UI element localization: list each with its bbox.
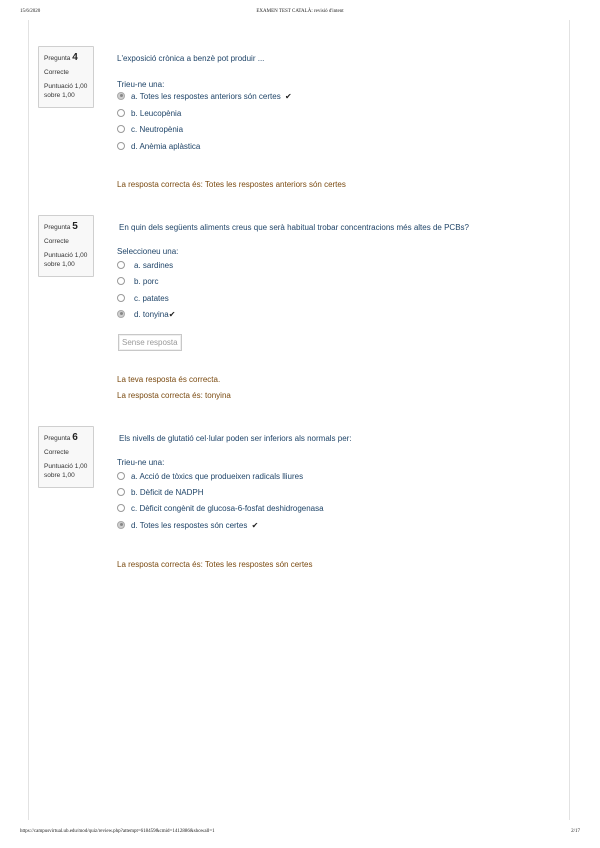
- print-footer: [0, 829, 600, 837]
- answer-prompt: Trieu-ne una:: [117, 80, 165, 89]
- radio-checked-icon[interactable]: [117, 310, 125, 318]
- print-url[interactable]: https://campusvirtual.ub.edu/mod/quiz/review.php?attempt=618459&cmid=1412886&showall=1: [20, 829, 215, 834]
- print-page-number: 2/17: [571, 829, 580, 834]
- option-label: d. tonyina: [134, 310, 169, 319]
- radio-checked-icon[interactable]: [117, 92, 125, 100]
- correct-answer-feedback: La resposta correcta és: Totes les respostes són certes: [117, 560, 313, 569]
- answer-option[interactable]: [117, 488, 203, 497]
- question-state: Correcte: [44, 68, 69, 76]
- answer-option[interactable]: [117, 294, 169, 303]
- answer-option[interactable]: [117, 310, 175, 319]
- answer-option[interactable]: [117, 142, 200, 151]
- question-grade-line1: Puntuació 1,00: [44, 82, 88, 90]
- option-label: c. Dèficit congènit de glucosa-6-fosfat deshidrogenasa: [131, 504, 324, 513]
- check-icon: ✔: [251, 521, 259, 530]
- radio-icon[interactable]: [117, 261, 125, 269]
- answer-option[interactable]: [117, 261, 173, 270]
- answer-option[interactable]: [117, 92, 292, 101]
- radio-icon[interactable]: [117, 142, 125, 150]
- radio-icon[interactable]: [117, 488, 125, 496]
- option-label: a. Totes les respostes anteriors són certes: [131, 92, 281, 101]
- option-label: b. Leucopènia: [131, 109, 182, 118]
- question-number: Pregunta 4: [44, 52, 78, 63]
- answer-option[interactable]: [117, 277, 158, 286]
- option-label: d. Anèmia aplàstica: [131, 142, 201, 151]
- option-label: b. Dèficit de NADPH: [131, 488, 204, 497]
- question-number: Pregunta 5: [44, 221, 78, 232]
- question-text: L'exposició crònica a benzè pot produir ...: [117, 54, 265, 63]
- answer-option[interactable]: [117, 504, 324, 513]
- option-label: d. Totes les respostes són certes: [131, 521, 248, 530]
- answer-option[interactable]: [117, 109, 181, 118]
- answer-option[interactable]: [117, 472, 303, 481]
- question-info: [38, 426, 94, 488]
- print-header: [0, 9, 600, 17]
- question-grade-line2: sobre 1,00: [44, 261, 75, 269]
- clear-choice-button[interactable]: Sense resposta: [118, 334, 182, 351]
- print-date: 15/6/2020: [20, 9, 41, 14]
- radio-icon[interactable]: [117, 125, 125, 133]
- answer-prompt: Seleccioneu una:: [117, 247, 179, 256]
- radio-icon[interactable]: [117, 504, 125, 512]
- print-title: EXAMEN TEST CATALÀ: revisió d'intent: [256, 9, 344, 14]
- answer-option[interactable]: [117, 521, 258, 530]
- page-frame: [28, 20, 570, 820]
- answer-prompt: Trieu-ne una:: [117, 458, 165, 467]
- correct-answer-feedback: La resposta correcta és: tonyina: [117, 391, 231, 400]
- question-grade-line1: Puntuació 1,00: [44, 462, 88, 470]
- option-label: b. porc: [134, 277, 159, 286]
- question-text: Els nivells de glutatió cel·lular poden ser inferiors als normals per:: [119, 434, 352, 443]
- radio-icon[interactable]: [117, 277, 125, 285]
- question-text: En quin dels següents aliments creus que serà habitual trobar concentracions més altes de PCBs?: [119, 223, 469, 232]
- question-grade-line2: sobre 1,00: [44, 472, 75, 480]
- option-label: c. Neutropènia: [131, 125, 184, 134]
- check-icon: ✔: [168, 310, 176, 319]
- radio-checked-icon[interactable]: [117, 521, 125, 529]
- question-info: [38, 215, 94, 277]
- correct-answer-feedback: La resposta correcta és: Totes les respostes anteriors són certes: [117, 180, 346, 189]
- radio-icon[interactable]: [117, 109, 125, 117]
- radio-icon[interactable]: [117, 294, 125, 302]
- question-number: Pregunta 6: [44, 432, 78, 443]
- question-grade-line1: Puntuació 1,00: [44, 251, 88, 259]
- option-label: a. Acció de tòxics que produeixen radicals lliures: [131, 472, 304, 481]
- question-state: Correcte: [44, 237, 69, 245]
- question-grade-line2: sobre 1,00: [44, 92, 75, 100]
- question-state: Correcte: [44, 448, 69, 456]
- option-label: a. sardines: [134, 261, 174, 270]
- check-icon: ✔: [284, 92, 292, 101]
- question-info: [38, 46, 94, 108]
- radio-icon[interactable]: [117, 472, 125, 480]
- your-answer-feedback: La teva resposta és correcta.: [117, 375, 221, 384]
- answer-option[interactable]: [117, 125, 183, 134]
- option-label: c. patates: [134, 294, 169, 303]
